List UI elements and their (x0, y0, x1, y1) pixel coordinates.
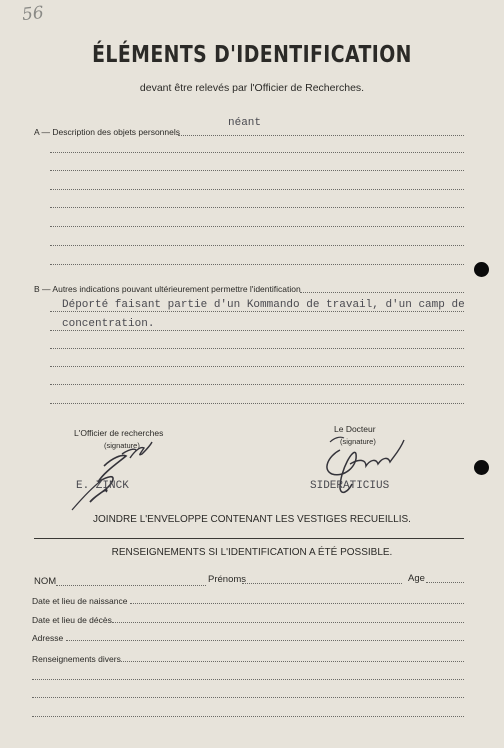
doctor-signature-label: (signature) (340, 437, 376, 446)
section-b-line-2 (50, 311, 464, 312)
section-b-line-4 (50, 348, 464, 349)
page-title: ÉLÉMENTS D'IDENTIFICATION (92, 42, 412, 68)
section-a-line-2 (50, 152, 464, 153)
punch-hole-top (474, 262, 489, 277)
prenoms-line (242, 583, 402, 584)
section-b-value-line-1: Déporté faisant partie d'un Kommando de travail, d'un camp de (62, 299, 465, 311)
section-b-value-line-2: concentration. (62, 318, 155, 330)
age-label: Age (408, 573, 425, 584)
misc-label: Renseignements divers (32, 654, 121, 664)
section-b-line-1 (300, 292, 464, 293)
nom-label: NOM (34, 576, 57, 587)
birth-line (130, 603, 464, 604)
doctor-name: SIDERATICIUS (310, 480, 390, 492)
age-line (426, 582, 464, 583)
punch-hole-bottom (474, 460, 489, 475)
section-b-line-5 (50, 366, 464, 367)
section-a-line-4 (50, 189, 464, 190)
section-b-label: B — Autres indications pouvant ultérieurement permettre l'identification (34, 284, 301, 294)
nom-line (56, 585, 206, 586)
misc-line-2 (32, 679, 464, 680)
section-divider (34, 538, 464, 539)
section-a-line-8 (50, 264, 464, 265)
misc-line-3 (32, 697, 464, 698)
misc-line-1 (118, 661, 464, 662)
officer-name: E. ZINCK (76, 480, 129, 492)
death-line (112, 622, 464, 623)
section-a-line-1 (178, 135, 464, 136)
doctor-title: Le Docteur (334, 424, 376, 434)
section-b-line-6 (50, 384, 464, 385)
birth-label: Date et lieu de naissance (32, 596, 128, 606)
envelope-note: JOINDRE L'ENVELOPPE CONTENANT LES VESTIGES RECUEILLIS. (93, 514, 411, 525)
officer-signature (64, 436, 174, 514)
address-line (66, 640, 464, 641)
address-label: Adresse (32, 633, 64, 643)
pencil-page-number: 56 (21, 2, 45, 26)
section-b-line-7 (50, 403, 464, 404)
section-a-line-3 (50, 170, 464, 171)
page-subtitle: devant être relevés par l'Officier de Recherches. (139, 82, 365, 94)
section-c-heading: RENSEIGNEMENTS SI L'IDENTIFICATION A ÉTÉ POSSIBLE. (111, 547, 393, 558)
section-a-line-6 (50, 226, 464, 227)
death-label: Date et lieu de décès (32, 615, 112, 625)
section-a-line-7 (50, 245, 464, 246)
section-a-label: A — Description des objets personnels (34, 127, 180, 137)
section-a-value: néant (228, 117, 262, 129)
section-a-line-5 (50, 207, 464, 208)
officer-title: L'Officier de recherches (74, 428, 164, 438)
officer-signature-label: (signature) (104, 441, 140, 450)
section-b-line-3 (50, 330, 464, 331)
prenoms-label: Prénoms (208, 574, 247, 585)
misc-line-4 (32, 716, 464, 717)
